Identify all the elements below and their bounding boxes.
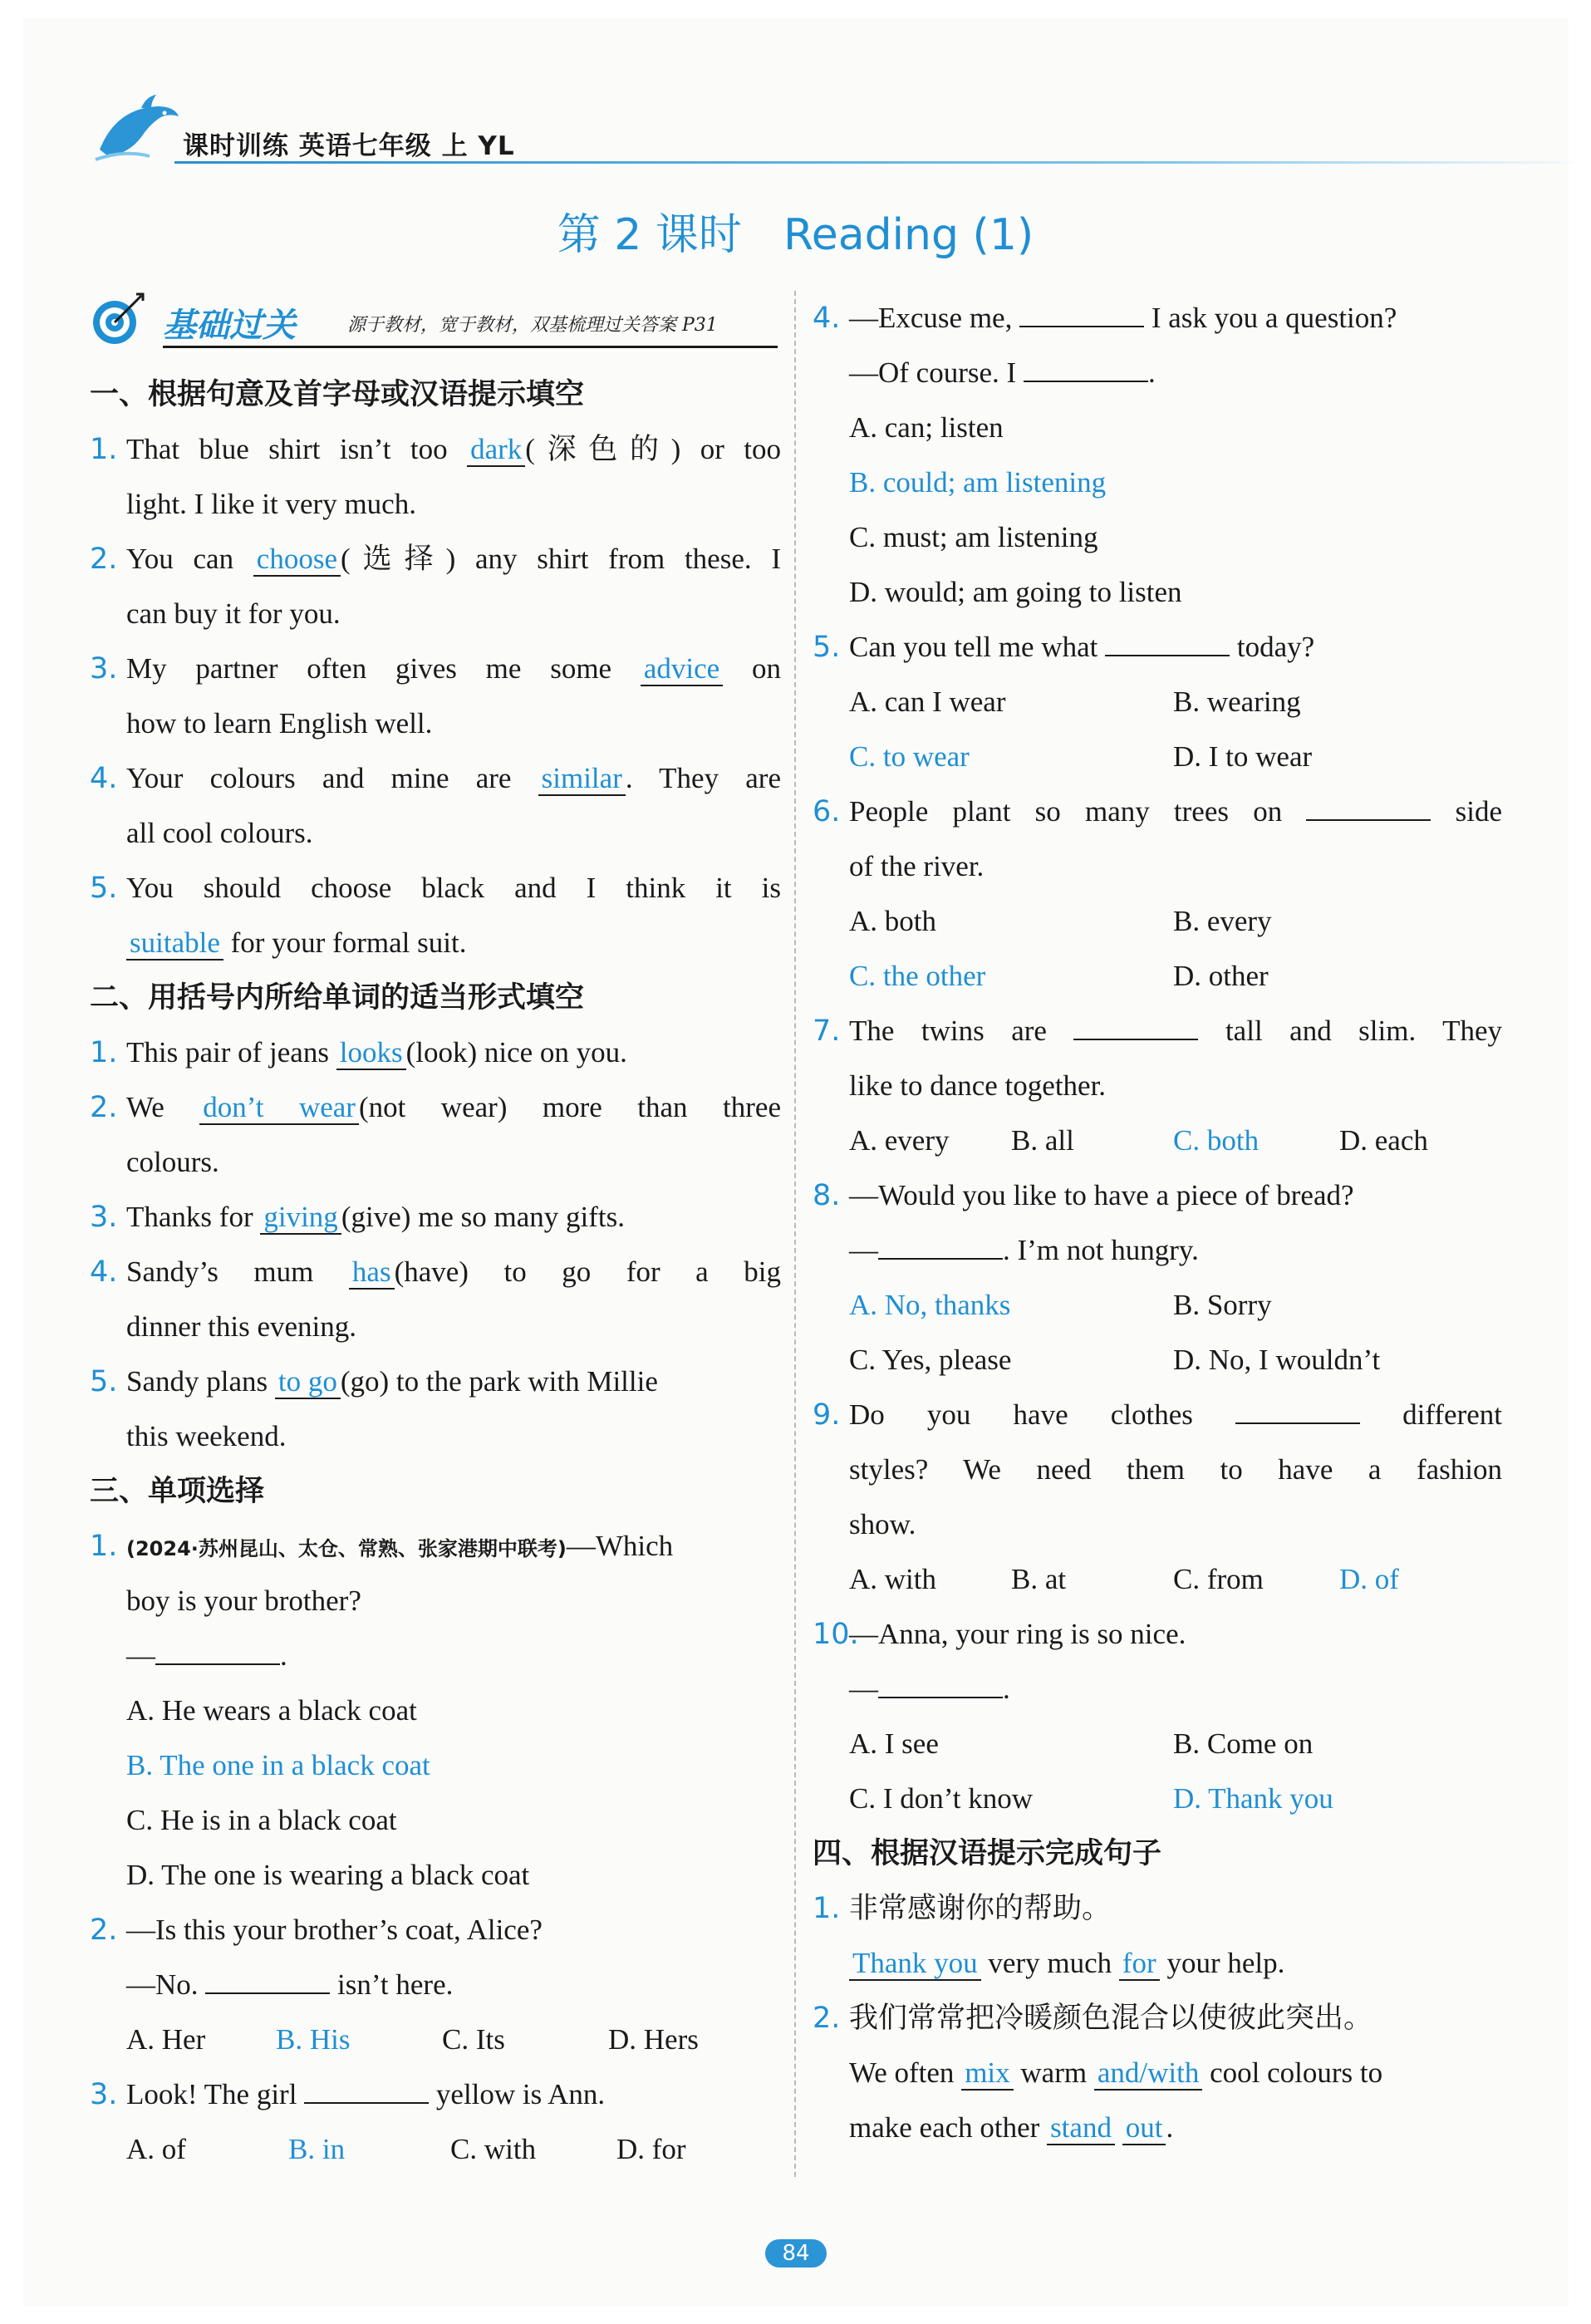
option-a: A. Her [126, 2023, 206, 2056]
page-number: 84 [765, 2239, 827, 2267]
option-a: A. both [849, 905, 936, 937]
s2-q1-line1: 1. This pair of jeans looks (look) nice on you. [90, 1036, 627, 1069]
s3-q3-line1: 3. Look! The girl yellow is Ann. [90, 2078, 606, 2111]
answer: mix [961, 2056, 1013, 2091]
s3-q8-line1: 8. —Would you like to have a piece of bread? [813, 1179, 1354, 1212]
option-b: B. every [1173, 905, 1272, 937]
option-c: C. the other [849, 960, 986, 992]
answer: and/with [1094, 2056, 1202, 2091]
answer: advice [641, 652, 723, 686]
s3-q6-line2: of the river. [849, 850, 985, 882]
s3-q1-option-a: A. He wears a black coat [126, 1694, 417, 1727]
s3-q10-line1: 10.—Anna, your ring is so nice. [813, 1618, 1186, 1651]
s3-q6-line1: 6. People plant so many trees on side [813, 795, 1502, 828]
answer: choose [253, 543, 341, 577]
s3-q9-options [813, 1552, 1502, 1607]
s3-q4-line1: 4. —Excuse me, I ask you a question? [813, 302, 1397, 335]
s3-q4-option-b: B. could; am listening [849, 466, 1107, 499]
option-d: D. No, I wouldn’t [1173, 1344, 1381, 1376]
option-d: D. Hers [608, 2023, 699, 2056]
option-b: B. at [1011, 1563, 1067, 1595]
answer: has [349, 1255, 395, 1290]
answer: looks [336, 1036, 406, 1070]
s1-q3-line1: 3. My partner often gives me some advice on [90, 652, 782, 685]
option-c: C. Its [442, 2023, 505, 2056]
option-d: D. I to wear [1173, 740, 1313, 773]
s3-q7-line2: like to dance together. [849, 1069, 1107, 1102]
s3-q9-line3: show. [849, 1508, 916, 1540]
header-rule [174, 161, 1587, 164]
s1-q2-line2: can buy it for you. [126, 597, 341, 630]
s3-q1-line2: boy is your brother? [126, 1585, 361, 1617]
s3-q1-option-c: C. He is in a black coat [126, 1804, 397, 1836]
s3-q10-options-ab [813, 1717, 1502, 1771]
s3-q1-option-d: D. The one is wearing a black coat [126, 1859, 530, 1891]
s3-q6-options-ab [813, 894, 1502, 949]
s1-q4-line1: 4. Your colours and mine are similar . They are [90, 762, 781, 795]
option-b: B. Come on [1173, 1727, 1314, 1760]
s1-q1-line2: light. I like it very much. [126, 488, 416, 520]
column-divider [794, 291, 796, 2177]
option-b: B. His [276, 2023, 351, 2056]
s2-q4-line2: dinner this evening. [126, 1310, 357, 1343]
option-a: A. No, thanks [849, 1289, 1011, 1321]
option-a: A. of [126, 2133, 186, 2165]
dolphin-logo-icon [91, 91, 183, 166]
option-b: B. in [288, 2133, 346, 2165]
section-2-title: 二、用括号内所给单词的适当形式填空 [90, 981, 585, 1015]
answer: to go [275, 1365, 341, 1399]
s3-q6-options-cd [813, 949, 1502, 1004]
s3-q4-option-d: D. would; am going to listen [849, 576, 1182, 608]
section-1-title: 一、根据句意及首字母或汉语提示填空 [90, 378, 585, 411]
option-d: D. each [1339, 1124, 1428, 1157]
answer: suitable [126, 926, 223, 961]
left-column [90, 291, 781, 2177]
question-source: (2024·苏州昆山、太仓、常熟、张家港期中联考) [126, 1537, 567, 1560]
answer: don’t wear [199, 1091, 359, 1125]
s3-q8-options-ab [813, 1278, 1502, 1333]
option-a: A. with [849, 1563, 936, 1595]
s3-q8-line2: — . I’m not hungry. [849, 1234, 1199, 1266]
s3-q2-options [90, 2012, 781, 2067]
s3-q2-line1: 2. —Is this your brother’s coat, Alice? [90, 1914, 543, 1947]
badge-title: 基础过关 [163, 307, 296, 345]
badge-underline [163, 346, 778, 348]
answer: stand [1047, 2111, 1115, 2145]
s3-q5-line1: 5. Can you tell me what today? [813, 631, 1315, 664]
option-d: D. Thank you [1173, 1782, 1333, 1815]
option-d: D. other [1173, 960, 1269, 992]
option-b: B. all [1011, 1124, 1074, 1157]
lesson-title-en: Reading (1) [783, 210, 1034, 260]
s3-q4-line2: —Of course. I . [849, 356, 1156, 389]
s3-q8-options-cd [813, 1333, 1502, 1388]
s2-q5-line1: 5. Sandy plans to go (go) to the park with Millie [90, 1365, 658, 1398]
right-column [813, 291, 1502, 2155]
lesson-title-cn: 第 2 课时 [557, 210, 742, 260]
option-c: C. with [450, 2133, 537, 2165]
lesson-title [0, 199, 1591, 262]
section-3-title: 三、单项选择 [90, 1475, 265, 1508]
s2-q5-line2: this weekend. [126, 1420, 287, 1452]
option-c: C. Yes, please [849, 1344, 1012, 1376]
answer: dark [467, 433, 525, 467]
s2-q4-line1: 4. Sandy’s mum has (have) to go for a big [90, 1255, 781, 1289]
s3-q7-options [813, 1113, 1502, 1168]
s1-q3-line2: how to learn English well. [126, 707, 433, 739]
s1-q1-line1: 1. That blue shirt isn’t too dark (深色的) or too [90, 433, 781, 466]
s1-q4-line2: all cool colours. [126, 817, 313, 849]
option-d: D. of [1339, 1563, 1399, 1595]
s3-q4-option-c: C. must; am listening [849, 521, 1098, 553]
answer: giving [260, 1201, 341, 1235]
answer: Thank you [849, 1947, 981, 1981]
section-4-title: 四、根据汉语提示完成句子 [813, 1837, 1162, 1870]
s3-q1-line3: — . [126, 1639, 287, 1672]
s3-q4-option-a: A. can; listen [849, 411, 1004, 444]
s3-q2-line2: —No. isn’t here. [126, 1968, 454, 2001]
s2-q2-line1: 2. We don’t wear (not wear) more than three [90, 1091, 781, 1124]
s4-q2-line1: 2. 我们常常把冷暖颜色混合以使彼此突出。 [813, 2002, 1373, 2035]
s2-q2-line2: colours. [126, 1146, 219, 1178]
s4-q1-line1: 1. 非常感谢你的帮助。 [813, 1892, 1112, 1925]
s4-q2-line2: We often mix warm and/with cool colours to [849, 2056, 1383, 2089]
s1-q2-line1: 2. You can choose (选择) any shirt from these. I [90, 543, 781, 576]
s3-q10-line2: — . [849, 1673, 1010, 1705]
s3-q9-line2: styles? We need them to have a fashion [849, 1453, 1502, 1486]
s1-q5-line1: 5. You should choose black and I think it is [90, 872, 781, 905]
s2-q3-line1: 3. Thanks for giving (give) me so many gifts. [90, 1201, 625, 1234]
option-a: A. can I wear [849, 685, 1006, 718]
answer: for [1119, 1947, 1160, 1981]
option-c: C. to wear [849, 740, 970, 773]
s3-q9-line1: 9. Do you have clothes different [813, 1398, 1502, 1432]
s3-q5-options-ab [813, 675, 1502, 730]
s3-q7-line1: 7. The twins are tall and slim. They [813, 1015, 1502, 1048]
option-c: C. I don’t know [849, 1782, 1034, 1815]
option-b: B. Sorry [1173, 1289, 1272, 1321]
target-icon [90, 292, 145, 347]
option-b: B. wearing [1173, 685, 1301, 718]
s3-q3-options [90, 2122, 781, 2177]
book-title: 课时训练 英语七年级 上 YL [183, 131, 515, 161]
s3-q1-option-b: B. The one in a black coat [126, 1749, 430, 1781]
s1-q5-line2: suitable for your formal suit. [90, 916, 781, 970]
section-badge [90, 291, 781, 349]
option-c: C. from [1173, 1563, 1264, 1595]
answer: similar [538, 762, 626, 796]
answer: out [1122, 2111, 1166, 2145]
option-c: C. both [1173, 1124, 1260, 1157]
option-d: D. for [616, 2133, 686, 2165]
s3-q10-options-cd [813, 1771, 1502, 1826]
s4-q2-line3: make each other stand out . [849, 2111, 1174, 2144]
s3-q1-line1: 1. (2024·苏州昆山、太仓、常熟、张家港期中联考)—Which [90, 1530, 674, 1563]
option-a: A. I see [849, 1727, 939, 1760]
badge-subtitle: 源于教材，宽于教材，双基梳理过关答案 P31 [347, 315, 718, 336]
page-header [91, 91, 1504, 183]
s4-q1-line2: Thank you very much for your help. [813, 1936, 1502, 1991]
s3-q5-options-cd [813, 730, 1502, 784]
option-a: A. every [849, 1124, 950, 1157]
